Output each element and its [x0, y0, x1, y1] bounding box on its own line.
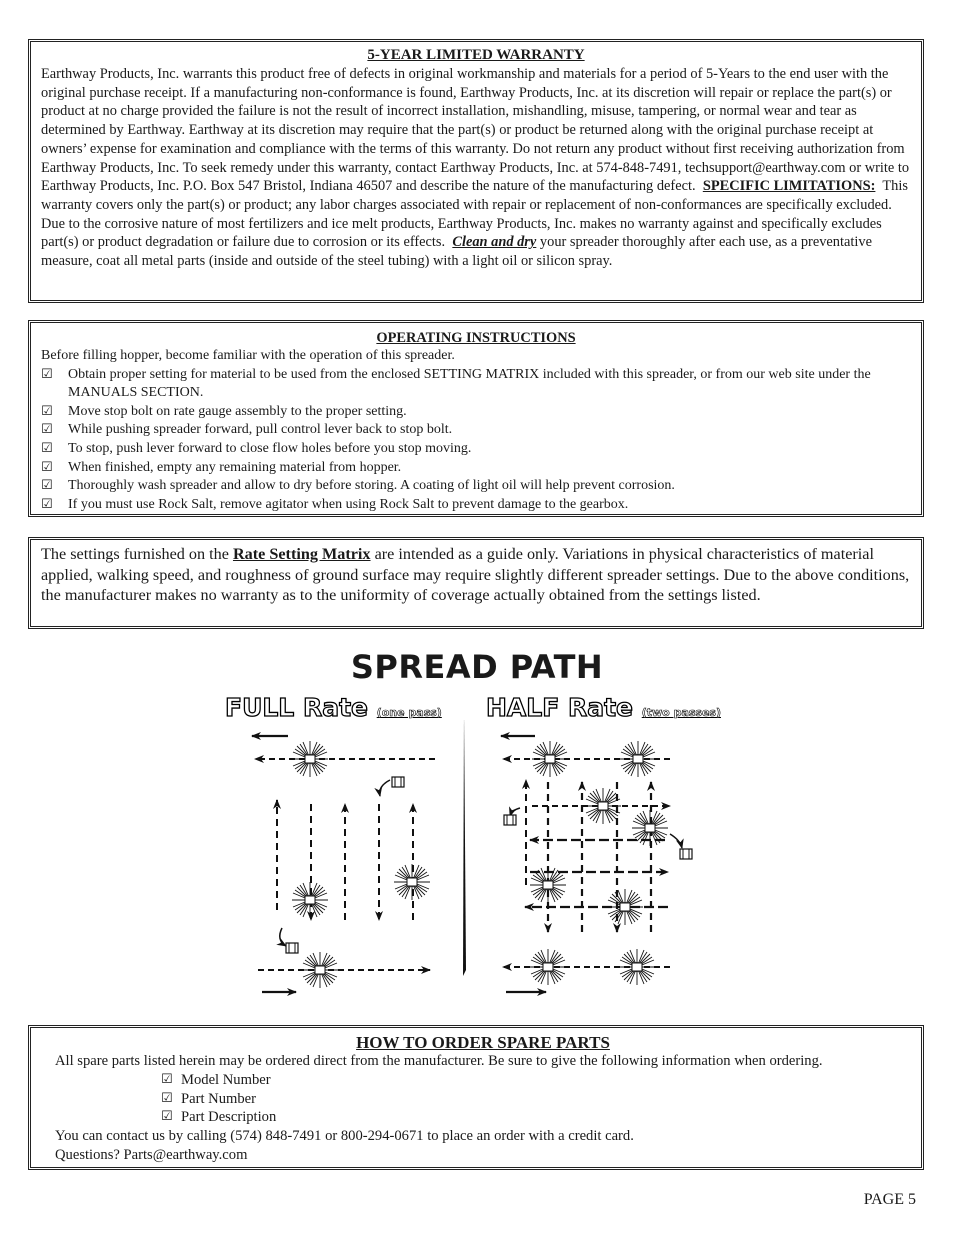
- list-item-text: If you must use Rock Salt, remove agitator when using Rock Salt to prevent damage to the gearbox.: [68, 496, 629, 512]
- settings-note-suffix: are intended as a guide only. Variations in physical characteristics of material applied, walking speed, and roughness of ground surface may require slightly different spreader settings. Due to the above conditions, the manufacturer makes no warranty as to the uniformity of coverage actually obtained from the settings listed.: [41, 545, 910, 605]
- settings-note-prefix: The settings furnished on the: [41, 545, 229, 563]
- warranty-title: 5-YEAR LIMITED WARRANTY: [367, 47, 585, 63]
- spare-parts-title: HOW TO ORDER SPARE PARTS: [356, 1033, 610, 1052]
- operating-title: OPERATING INSTRUCTIONS: [376, 330, 576, 346]
- rate-setting-matrix-label: Rate Setting Matrix: [232, 545, 371, 563]
- checkbox-icon: ☑: [41, 496, 53, 512]
- checkbox-icon: ☑: [41, 366, 53, 382]
- list-item: [161, 1071, 911, 1090]
- full-rate-label: FULL Rate: [225, 693, 368, 722]
- half-rate-diagram: [501, 736, 682, 992]
- spare-parts-contact: You can contact us by calling (574) 848-7491 or 800-294-0671 to place an order with a credit card.: [55, 1128, 634, 1145]
- warranty-box: [28, 39, 924, 303]
- checkbox-icon: ☑: [41, 459, 53, 475]
- checkbox-icon: ☑: [41, 478, 53, 494]
- operating-intro: Before filling hopper, become familiar with the operation of this spreader.: [41, 348, 455, 363]
- checkbox-icon: ☑: [41, 440, 53, 456]
- warranty-text-2: This warranty covers only the part(s) or product; any labor charges associated with repair or replacement of non-conformances are specifically excluded. Due to the corrosive nature of most fertilizers and ice melt products, Earthway Products, Inc. makes no warranty against and specifically excludes part(s) or product degradation or failure due to corrosion or its effects.: [41, 178, 908, 251]
- page-number: PAGE 5: [863, 1191, 916, 1208]
- half-rate-note: (two passes): [641, 706, 721, 719]
- half-rate-label: HALF Rate: [486, 693, 634, 722]
- full-rate-heading: [225, 693, 442, 722]
- list-item: [41, 403, 911, 422]
- warranty-text: [41, 65, 911, 271]
- list-item: [41, 477, 911, 496]
- list-item: [161, 1108, 911, 1127]
- checkbox-icon: ☑: [41, 403, 53, 419]
- spare-parts-questions: Questions? Parts@earthway.com: [55, 1146, 248, 1163]
- specific-limitations-label: SPECIFIC LIMITATIONS:: [702, 178, 876, 195]
- list-item: [41, 459, 911, 478]
- list-item-text: Part Description: [181, 1109, 277, 1126]
- checkbox-icon: ☑: [161, 1090, 173, 1106]
- half-rate-heading: [486, 693, 721, 722]
- list-item-text: Obtain proper setting for material to be used from the enclosed SETTING MATRIX included with this spreader, or from our web site under the MANUALS SECTION.: [68, 366, 871, 401]
- spare-parts-list: [55, 1071, 911, 1127]
- divider-line: [463, 720, 466, 976]
- list-item: [41, 421, 911, 440]
- list-item-text: To stop, push lever forward to close flow holes before you stop moving.: [68, 440, 472, 456]
- list-item-text: Move stop bolt on rate gauge assembly to the proper setting.: [68, 403, 407, 419]
- list-item-text: While pushing spreader forward, pull control lever back to stop bolt.: [68, 422, 453, 438]
- operating-instructions-box: [28, 320, 924, 517]
- spread-path-title: SPREAD PATH: [350, 648, 604, 686]
- settings-note-box: [28, 537, 924, 629]
- list-item-text: Thoroughly wash spreader and allow to dry before storing. A coating of light oil will help prevent corrosion.: [68, 478, 675, 494]
- list-item: [41, 440, 911, 459]
- full-rate-note: (one pass): [376, 706, 442, 719]
- spare-parts-box: [28, 1025, 924, 1170]
- full-rate-diagram: [252, 736, 435, 992]
- spare-parts-intro: All spare parts listed herein may be ordered direct from the manufacturer. Be sure to give the following information when ordering.: [55, 1053, 823, 1069]
- list-item-text: Model Number: [181, 1071, 271, 1088]
- spread-path-diagram: [230, 720, 700, 1002]
- checkbox-icon: ☑: [41, 422, 53, 438]
- list-item: [161, 1090, 911, 1109]
- list-item: [41, 366, 911, 403]
- warranty-text-1: Earthway Products, Inc. warrants this product free of defects in original workmanship and materials for a period of 5-Years to the end user with the original purchase receipt. If a manufacturing non-conformance is found, Earthway Products, Inc. at its discretion will repair or replace the part(s) or product at no charge provided the failure is not the result of incorrect installation, mishandling, misuse, tampering, or normal wear and tear as determined by Earthway. Earthway at its discretion may require that the part(s) or product be returned along with the original purchase receipt at owners’ expense for examination and compliance with the terms of this warranty. Do not return any product without first receiving authorization from Earthway Products, Inc. To seek remedy under this warranty, contact Earthway Products, Inc. at 574-848-7491, techsupport@earthway.com or write to Earthway Products, Inc. P.O. Box 547 Bristol, Indiana 46507 and describe the nature of the manufacturing defect.: [41, 66, 910, 195]
- clean-and-dry-label: Clean and dry: [452, 234, 537, 251]
- checkbox-icon: ☑: [161, 1109, 173, 1125]
- settings-note-text: [41, 544, 911, 606]
- list-item: [41, 496, 911, 515]
- warranty-text-3: your spreader thoroughly after each use, as a preventative measure, coat all metal parts (inside and outside of the steel tubing) with a light oil or silicon spray.: [41, 234, 872, 270]
- list-item-text: When finished, empty any remaining material from hopper.: [68, 459, 402, 475]
- checkbox-icon: ☑: [161, 1071, 173, 1087]
- list-item-text: Part Number: [181, 1090, 256, 1107]
- operating-list: [41, 366, 911, 515]
